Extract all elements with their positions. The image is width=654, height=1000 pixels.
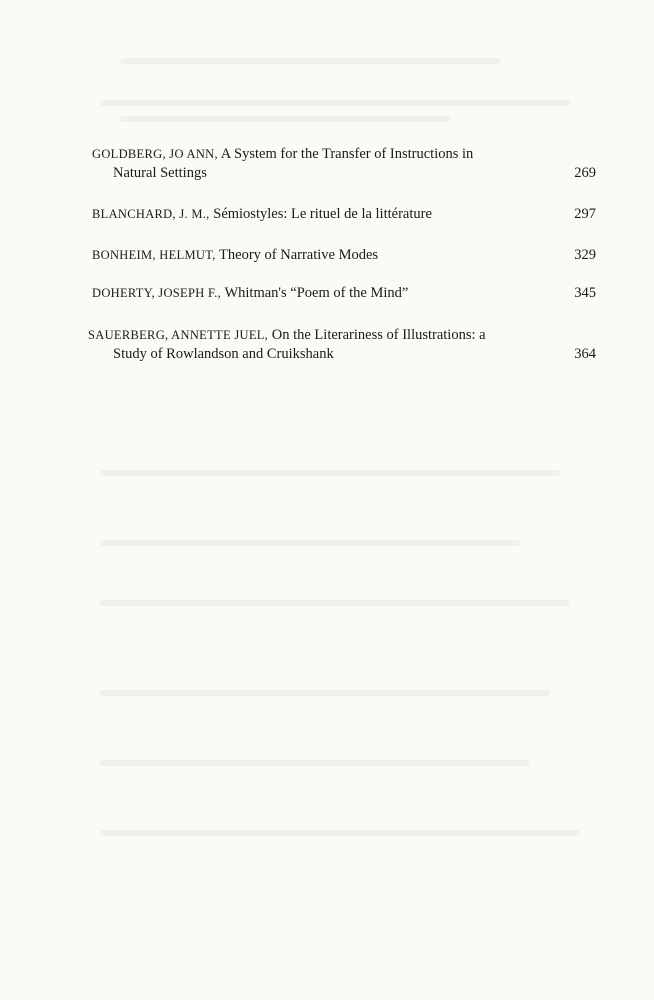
toc-page-number: 297 [574,206,596,222]
toc-entry-line [88,326,596,345]
toc-title: Sémiostyles: Le rituel de la littérature [213,206,432,222]
toc-entry [92,205,596,224]
bleed-through-line [100,760,530,766]
bleed-through-line [120,58,500,64]
toc-author: BONHEIM, HELMUT, [92,248,216,262]
toc-title-continued: Study of Rowlandson and Cruikshank [113,346,334,362]
toc-page-number: 269 [574,165,596,181]
toc-entry-line [92,205,596,224]
toc-title: Whitman's “Poem of the Mind” [224,285,409,301]
toc-entry-line [92,284,596,303]
toc-author: GOLDBERG, JO ANN, [92,147,218,161]
toc-title: On the Literariness of Illustrations: a [271,327,486,343]
toc-page-number: 345 [574,285,596,301]
bleed-through-line [100,540,520,546]
toc-entry-line [92,145,596,164]
toc-entry [92,246,596,265]
toc-title: A System for the Transfer of Instructions in [220,146,474,162]
toc-author: DOHERTY, JOSEPH F., [92,286,222,300]
toc-entry [92,145,596,183]
bleed-through-line [100,100,570,106]
toc-author: SAUERBERG, ANNETTE JUEL, [88,328,269,342]
toc-entry-line [92,246,596,265]
bleed-through-line [100,600,570,606]
bleed-through-line [100,470,560,476]
toc-author: BLANCHARD, J. M., [92,207,210,221]
bleed-through-line [100,830,580,836]
toc-page-number: 329 [574,247,596,263]
toc-entry [92,284,596,303]
toc-page-number: 364 [574,346,596,362]
toc-title-continued: Natural Settings [113,165,207,181]
bleed-through-line [120,116,450,122]
toc-entry [88,326,596,364]
toc-title: Theory of Narrative Modes [219,247,379,263]
bleed-through-line [100,690,550,696]
